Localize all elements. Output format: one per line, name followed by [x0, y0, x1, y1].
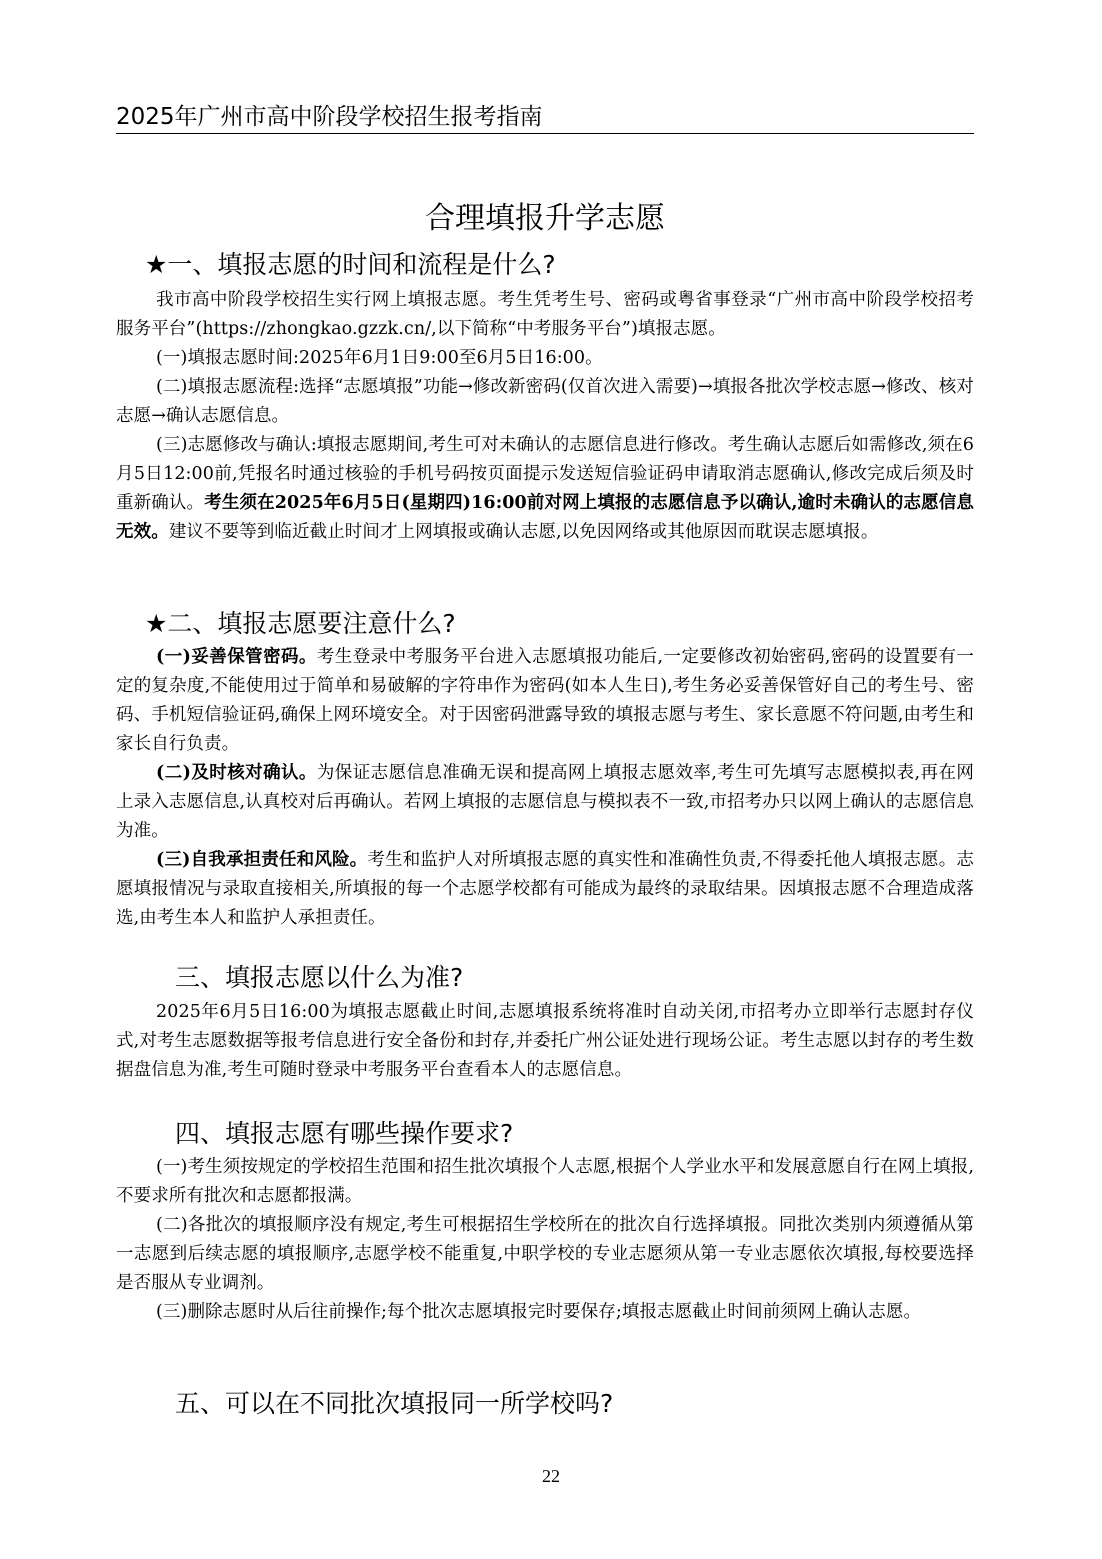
section-4-heading: 四、填报志愿有哪些操作要求? [175, 1119, 514, 1148]
section-2-item-1-label: (一)妥善保管密码。 [156, 647, 317, 667]
section-2-item-3-text: 考生和监护人对所填报志愿的真实性和准确性负责,不得委托他人填报志愿。志愿填报情况与录取直接相关,所填报的每一个志愿学校都有可能成为最终的录取结果。因填报志愿不合理造成落选,由考生本人和监护人承担责任。 [116, 850, 975, 928]
section-2-item-1-text: 考生登录中考服务平台进入志愿填报功能后,一定要修改初始密码,密码的设置要有一定的复杂度,不能使用过于简单和易破解的字符串作为密码(如本人生日),考生务必妥善保管好自己的考生号、密码、手机短信验证码,确保上网环境安全。对于因密码泄露导致的填报志愿与考生、家长意愿不符问题,由考生和家长自行负责。 [116, 647, 974, 754]
section-2-heading: ★二、填报志愿要注意什么? [145, 609, 456, 638]
page-number: 22 [542, 1466, 560, 1486]
section-4-paragraph-2: (二)各批次的填报顺序没有规定,考生可根据招生学校所在的批次自行选择填报。同批次类别内须遵循从第一志愿到后续志愿的填报顺序,志愿学校不能重复,中职学校的专业志愿须从第一专业志愿依次填报,每校要选择是否服从专业调剂。 [116, 1215, 974, 1293]
section-4-paragraph-3: (三)删除志愿时从后往前操作;每个批次志愿填报完时要保存;填报志愿截止时间前须网上确认志愿。 [156, 1302, 922, 1322]
section-1-paragraph-4-text-c: 建议不要等到临近截止时间才上网填报或确认志愿,以免因网络或其他原因而耽误志愿填报。 [168, 522, 879, 542]
section-1-heading: ★一、填报志愿的时间和流程是什么? [145, 250, 556, 279]
section-4-paragraph-1: (一)考生须按规定的学校招生范围和招生批次填报个人志愿,根据个人学业水平和发展意愿自行在网上填报,不要求所有批次和志愿都报满。 [116, 1157, 974, 1206]
running-header: 2025年广州市高中阶段学校招生报考指南 [116, 104, 543, 130]
section-5-heading: 五、可以在不同批次填报同一所学校吗? [175, 1389, 614, 1418]
section-3-heading: 三、填报志愿以什么为准? [175, 963, 464, 992]
section-2-item-2-label: (二)及时核对确认。 [156, 763, 317, 783]
section-1-paragraph-2: (一)填报志愿时间:2025年6月1日9:00至6月5日16:00。 [156, 348, 603, 368]
section-1-paragraph-1: 我市高中阶段学校招生实行网上填报志愿。考生凭考生号、密码或粤省事登录“广州市高中阶段学校招考服务平台”(https://zhongkao.gzzk.cn/,以下简称“中考服务平台”)填报志愿。 [116, 290, 974, 339]
page-title: 合理填报升学志愿 [425, 201, 665, 236]
section-2-paragraph-1 [116, 643, 974, 759]
section-1-paragraph-3: (二)填报志愿流程:选择“志愿填报”功能→修改新密码(仅首次进入需要)→填报各批次学校志愿→修改、核对志愿→确认志愿信息。 [116, 377, 974, 426]
confirmation-deadline-notice: 考生须在2025年6月5日(星期四)16:00前对网上填报的志愿信息予以确认,逾时未确认的志愿信息无效。 [116, 493, 975, 542]
section-2-item-2-text: 为保证志愿信息准确无误和提高网上填报志愿效率,考生可先填写志愿模拟表,再在网上录入志愿信息,认真校对后再确认。若网上填报的志愿信息与模拟表不一致,市招考办只以网上确认的志愿信息为准。 [116, 763, 974, 841]
section-3-paragraph-1: 2025年6月5日16:00为填报志愿截止时间,志愿填报系统将准时自动关闭,市招考办立即举行志愿封存仪式,对考生志愿数据等报考信息进行安全备份和封存,并委托广州公证处进行现场公证。考生志愿以封存的考生数据盘信息为准,考生可随时登录中考服务平台查看本人的志愿信息。 [116, 1002, 974, 1080]
section-2-item-3-label: (三)自我承担责任和风险。 [156, 850, 368, 870]
section-2-paragraph-2 [116, 759, 974, 846]
header-divider [116, 133, 974, 134]
section-1-paragraph-4-text-a: (三)志愿修改与确认:填报志愿期间,考生可对未确认的志愿信息进行修改。考生确认志愿后如需修改,须在6月5日12:00前,凭报名时通过核验的手机号码按页面提示发送短信验证码申请取消志愿确认,修改完成后须及时重新确认。 [116, 435, 974, 513]
section-2-paragraph-3 [116, 846, 974, 933]
section-1-paragraph-4 [116, 431, 974, 547]
